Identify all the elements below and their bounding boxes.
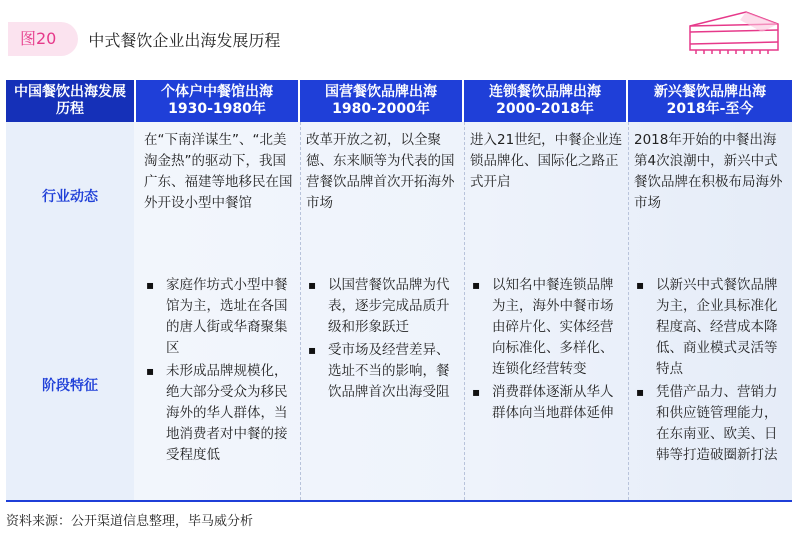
bullet-item: ▪ 以知名中餐连锁品牌为主，海外中餐市场由碎片化、实体经营向标准化、多样化、连锁化经营转变	[470, 275, 626, 380]
header-col-period: 1930-1980年	[168, 101, 266, 117]
figure-badge: 图20	[8, 22, 78, 56]
bullet-item: ▪ 家庭作坊式小型中餐馆为主，选址在各国的唐人街或华裔聚集区	[144, 275, 298, 359]
bullet-item: ▪ 凭借产品力、营销力和供应链管理能力，在东南亚、欧美、日韩等打造破圈新打法	[634, 382, 786, 466]
row-industry-dynamics	[6, 122, 792, 269]
bullet-item: ▪ 未形成品牌规模化，绝大部分受众为移民海外的华人群体，当地消费者对中餐的接受程度低	[144, 361, 298, 466]
header-col-individual	[136, 80, 298, 122]
header-col-title: 连锁餐饮品牌出海	[489, 84, 601, 100]
header-col-chain	[464, 80, 626, 122]
figure-title: 中式餐饮企业出海发展历程	[88, 30, 281, 50]
header-stage-label	[6, 80, 134, 122]
header-stage-label-line2: 历程	[56, 101, 84, 117]
cell-features-individual	[144, 275, 298, 468]
header-col-state-owned	[300, 80, 462, 122]
header-col-emerging	[628, 80, 792, 122]
cell-features-chain	[470, 275, 626, 426]
cell-dynamics-chain: 进入21世纪，中餐企业连锁品牌化、国际化之路正式开启	[470, 132, 623, 190]
cake-slice-icon	[684, 10, 784, 56]
header-col-period: 2000-2018年	[496, 101, 594, 117]
row-label: 阶段特征	[6, 269, 134, 500]
bullet-item: ▪ 消费群体逐渐从华人群体向当地群体延伸	[470, 382, 626, 424]
header-col-title: 国营餐饮品牌出海	[325, 84, 437, 100]
header-col-title: 新兴餐饮品牌出海	[654, 84, 766, 100]
cell-features-emerging	[634, 275, 786, 468]
column-divider	[628, 122, 629, 500]
development-table	[6, 80, 792, 500]
header-col-period: 1980-2000年	[332, 101, 430, 117]
header-col-period: 2018年-至今	[666, 101, 754, 117]
header-stage-label-line1: 中国餐饮出海发展	[14, 84, 126, 100]
bullet-item: ▪ 以新兴中式餐饮品牌为主，企业具标准化程度高、经营成本降低、商业模式灵活等特点	[634, 275, 786, 380]
bullet-item: ▪ 受市场及经营差异、选址不当的影响，餐饮品牌首次出海受阻	[306, 340, 462, 403]
cell-dynamics-emerging: 2018年开始的中餐出海第4次浪潮中，新兴中式餐饮品牌在积极布局海外市场	[634, 132, 783, 211]
figure-title-bar	[8, 22, 280, 56]
header-col-title: 个体户中餐馆出海	[161, 84, 273, 100]
row-label: 行业动态	[6, 122, 134, 269]
cell-features-state-owned	[306, 275, 462, 405]
column-divider	[300, 122, 301, 500]
bullet-item: ▪ 以国营餐饮品牌为代表，逐步完成品质升级和形象跃迁	[306, 275, 462, 338]
table-bottom-rule	[6, 500, 792, 502]
column-divider	[464, 122, 465, 500]
row-stage-characteristics	[6, 269, 792, 500]
cell-dynamics-individual: 在“下南洋谋生”、“北美淘金热”的驱动下，我国广东、福建等地移民在国外开设小型中餐馆	[144, 132, 293, 211]
cell-dynamics-state-owned: 改革开放之初，以全聚德、东来顺等为代表的国营餐饮品牌首次开拓海外市场	[306, 132, 455, 211]
source-note: 资料来源：公开渠道信息整理，毕马威分析	[6, 514, 254, 529]
